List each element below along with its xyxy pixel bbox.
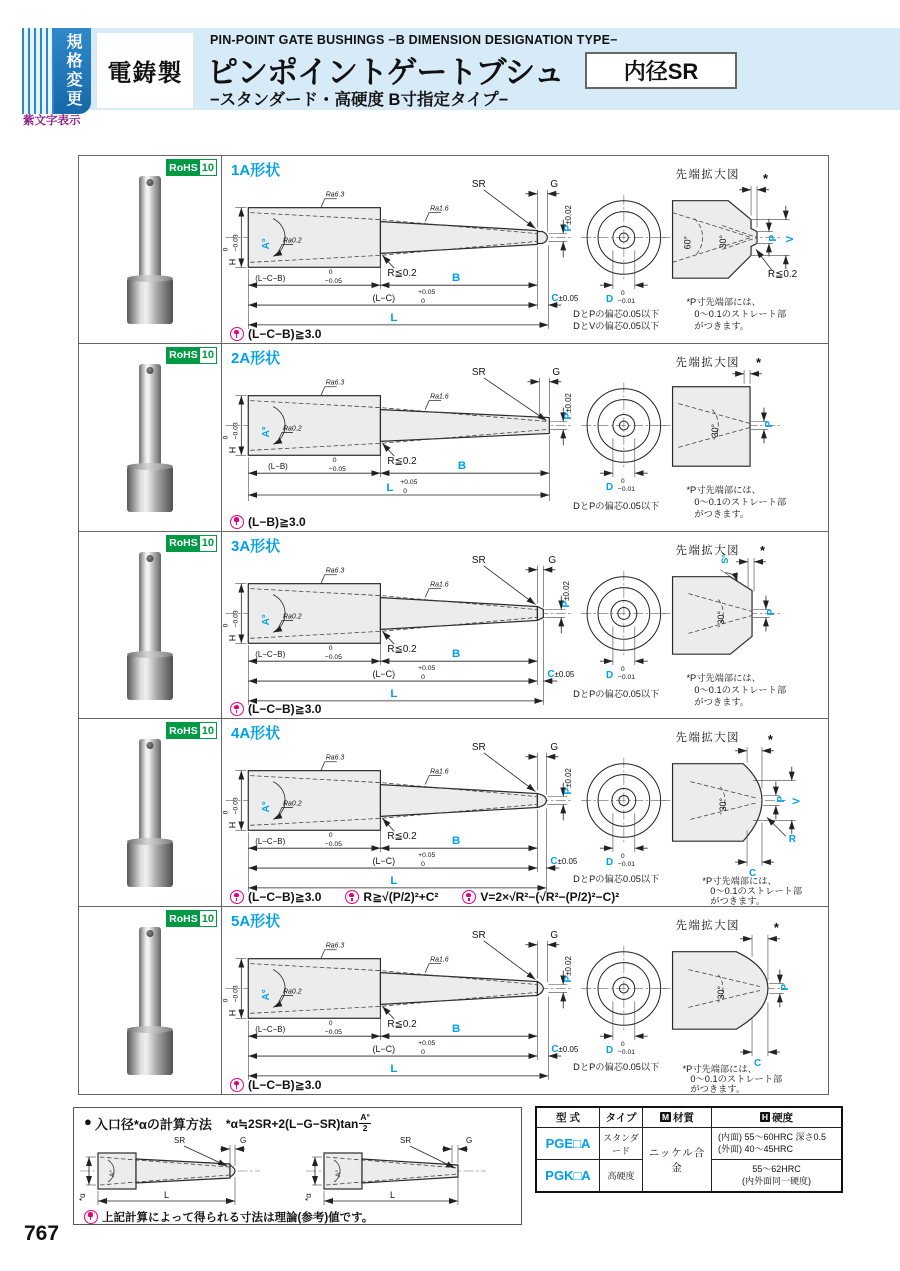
model-pge: PGE□A — [536, 1128, 600, 1160]
svg-text:0: 0 — [222, 435, 230, 440]
shape-name-1a: 1A形状 — [231, 162, 281, 179]
svg-text:−0.01: −0.01 — [617, 673, 635, 681]
subtitle: −スタンダード・高硬度 B寸指定タイプ− — [210, 91, 509, 109]
svg-text:(L−C−B): (L−C−B) — [255, 837, 286, 847]
type-standard: スタンダード — [600, 1128, 643, 1160]
svg-text:P: P — [775, 796, 787, 803]
svg-text:G: G — [240, 1135, 247, 1145]
svg-text:Ra6.3: Ra6.3 — [325, 567, 345, 575]
shape-name-4a: 4A形状 — [231, 725, 281, 743]
shape-name-3a: 3A形状 — [231, 537, 281, 555]
svg-text:B: B — [451, 1023, 461, 1036]
svg-text:R≦0.2: R≦0.2 — [387, 1019, 417, 1031]
svg-text:*P寸先端部には、: *P寸先端部には、 — [702, 876, 777, 887]
svg-text:G: G — [466, 1135, 473, 1145]
shape-row-5a — [79, 907, 828, 1094]
svg-text:V: V — [784, 235, 796, 243]
svg-text:−0.03: −0.03 — [232, 422, 240, 440]
svg-text:G: G — [550, 929, 559, 941]
row-notes-2a — [230, 515, 330, 529]
row-notes-5a — [230, 1078, 345, 1092]
material-box — [97, 33, 193, 108]
shape-name-2a: 2A形状 — [231, 349, 281, 367]
technical-drawing-3a — [222, 532, 828, 719]
svg-text:C±0.05: C±0.05 — [551, 293, 579, 305]
svg-text:A°: A° — [261, 801, 273, 813]
svg-text:0: 0 — [328, 832, 333, 840]
tip-detail-4a — [661, 730, 803, 906]
svg-text:−0.03: −0.03 — [232, 609, 240, 627]
svg-text:Ra0.2: Ra0.2 — [283, 613, 302, 621]
header-hardness: H 硬度 — [712, 1107, 843, 1128]
caution-icon — [230, 702, 244, 716]
svg-text:L: L — [390, 311, 398, 324]
svg-text:+0.05: +0.05 — [418, 1040, 436, 1048]
technical-drawing-1a — [222, 156, 828, 343]
spec-header-row — [536, 1107, 842, 1128]
formula-title: 入口径*αの計算方法 — [94, 1117, 212, 1132]
photo-cell-1a — [79, 156, 222, 343]
svg-text:先端拡大図: 先端拡大図 — [675, 732, 741, 745]
alpha-diagram-1 — [78, 1136, 260, 1205]
svg-text:P: P — [763, 420, 775, 428]
svg-text:*α: *α — [304, 1192, 313, 1201]
product-photo — [120, 356, 180, 520]
svg-text:+0.05: +0.05 — [400, 478, 418, 486]
svg-text:P: P — [765, 608, 777, 616]
svg-text:Ra6.3: Ra6.3 — [325, 379, 345, 387]
svg-text:(L−B): (L−B) — [268, 461, 288, 471]
photo-cell-5a — [79, 907, 222, 1094]
fraction: $\frac{A^\circ}{2}$ — [360, 1112, 370, 1133]
svg-text:P±0.02: P±0.02 — [563, 956, 575, 983]
svg-text:D: D — [605, 1045, 614, 1057]
svg-text:SR: SR — [471, 178, 486, 190]
svg-text:SR: SR — [471, 554, 486, 566]
svg-text:Ra6.3: Ra6.3 — [325, 755, 345, 763]
row-notes-3a — [230, 702, 345, 716]
svg-text:(L−C): (L−C) — [372, 293, 396, 304]
tip-detail-5a — [661, 918, 791, 1094]
svg-text:0〜0.1のストレート部: 0〜0.1のストレート部 — [710, 886, 803, 897]
svg-text:+0.05: +0.05 — [418, 664, 436, 672]
svg-text:L: L — [390, 1189, 396, 1200]
svg-text:D: D — [605, 481, 614, 493]
main-view-2a — [222, 367, 574, 501]
note-text: (L−C−B)≧3.0 — [248, 326, 322, 341]
svg-text:C±0.05: C±0.05 — [550, 856, 578, 868]
svg-text:0: 0 — [620, 1041, 625, 1049]
drawing-cell-1a — [222, 156, 828, 343]
svg-text:*: * — [767, 732, 773, 748]
svg-text:Ra1.6: Ra1.6 — [430, 205, 449, 213]
svg-text:V: V — [791, 798, 803, 805]
svg-text:0: 0 — [403, 487, 408, 495]
shape-row-2a — [79, 344, 828, 532]
caution-icon — [84, 1210, 98, 1224]
svg-text:0: 0 — [421, 1049, 425, 1057]
svg-text:H: H — [227, 446, 238, 454]
svg-text:先端拡大図: 先端拡大図 — [675, 544, 741, 557]
caution-icon — [230, 515, 244, 529]
svg-text:L: L — [390, 1063, 398, 1076]
svg-text:L: L — [390, 875, 398, 888]
product-photo — [120, 731, 180, 895]
svg-text:L: L — [386, 481, 394, 494]
svg-text:R≦0.2: R≦0.2 — [387, 268, 417, 280]
photo-cell-4a — [79, 719, 222, 906]
svg-text:−0.03: −0.03 — [232, 985, 240, 1003]
page-number: 767 — [24, 1222, 60, 1245]
svg-text:C±0.05: C±0.05 — [547, 668, 575, 680]
svg-text:DとPの偏芯0.05以下: DとPの偏芯0.05以下 — [573, 874, 660, 885]
svg-text:0: 0 — [421, 861, 425, 869]
header-stripes — [22, 28, 54, 114]
svg-text:Ra1.6: Ra1.6 — [430, 956, 449, 964]
row-notes-1a — [230, 327, 345, 341]
svg-text:H: H — [227, 822, 238, 829]
svg-text:*: * — [773, 920, 779, 936]
rohs-badge: RoHS 10 — [166, 910, 217, 927]
material-value: ニッケル合金 — [643, 1128, 712, 1193]
model-pgk: PGK□A — [536, 1160, 600, 1193]
svg-text:C: C — [754, 1058, 762, 1070]
note-text: (L−C−B)≧3.0 — [248, 1077, 322, 1092]
main-view-4a — [222, 742, 577, 892]
svg-text:R: R — [788, 834, 796, 846]
alpha-formula-box — [73, 1107, 522, 1225]
svg-text:R≦0.2: R≦0.2 — [387, 456, 417, 468]
formula-diagrams — [74, 1133, 521, 1213]
svg-text:*: * — [759, 542, 766, 558]
svg-text:Ra0.2: Ra0.2 — [283, 988, 302, 996]
svg-text:DとVの偏芯0.05以下: DとVの偏芯0.05以下 — [573, 320, 660, 331]
svg-text:Ra6.3: Ra6.3 — [325, 942, 345, 950]
svg-text:先端拡大図: 先端拡大図 — [675, 920, 741, 933]
svg-text:C±0.05: C±0.05 — [551, 1044, 579, 1056]
svg-text:0: 0 — [328, 1020, 333, 1028]
svg-text:0: 0 — [620, 477, 625, 485]
svg-text:SR: SR — [174, 1135, 186, 1145]
spec-table — [535, 1106, 843, 1193]
svg-text:−0.05: −0.05 — [324, 278, 342, 286]
svg-text:SR: SR — [400, 1135, 412, 1145]
svg-text:*P寸先端部には、: *P寸先端部には、 — [686, 672, 761, 683]
svg-text:0: 0 — [620, 290, 625, 298]
svg-text:*P寸先端部には、: *P寸先端部には、 — [686, 297, 761, 308]
material-label: 電鋳製 — [107, 60, 183, 87]
svg-text:Ra0.2: Ra0.2 — [283, 237, 302, 245]
svg-text:SR: SR — [471, 742, 486, 754]
svg-text:−0.05: −0.05 — [324, 1029, 342, 1037]
spec-row-pge — [536, 1128, 842, 1160]
svg-text:30°: 30° — [716, 610, 727, 624]
formula-title-row — [74, 1108, 521, 1135]
svg-text:P: P — [779, 984, 791, 991]
formula-note: 上記計算によって得られる寸法は理論(参考)値です。 — [74, 1209, 521, 1225]
alpha-diagram-flat-type — [300, 1133, 520, 1213]
svg-text:P±0.02: P±0.02 — [563, 392, 575, 420]
photo-cell-3a — [79, 532, 222, 719]
svg-text:D: D — [605, 669, 614, 681]
svg-text:L: L — [390, 687, 398, 700]
rohs-badge: RoHS 10 — [166, 535, 217, 552]
end-view-2a — [573, 383, 666, 511]
technical-drawing-4a — [222, 719, 828, 906]
svg-text:B: B — [451, 647, 461, 660]
note-text: (L−C−B)≧3.0 — [248, 890, 322, 905]
header-material: M 材質 — [643, 1107, 712, 1128]
svg-text:*: * — [762, 170, 768, 186]
main-view-5a — [222, 930, 578, 1080]
svg-text:L: L — [164, 1189, 170, 1200]
caution-icon — [345, 890, 359, 904]
svg-text:0〜0.1のストレート部: 0〜0.1のストレート部 — [690, 1074, 783, 1085]
technical-drawing-2a — [222, 344, 828, 531]
tip-detail-3a — [661, 542, 787, 706]
svg-text:B: B — [457, 459, 467, 472]
header-type: タイプ — [600, 1107, 643, 1128]
svg-text:*: * — [756, 354, 762, 370]
end-view-4a — [573, 758, 666, 884]
note-text: (L−B)≧3.0 — [248, 514, 306, 529]
caution-icon — [230, 1078, 244, 1092]
end-view-1a — [573, 195, 666, 331]
svg-text:0: 0 — [620, 665, 625, 673]
svg-text:0: 0 — [332, 457, 337, 465]
photo-cell-2a — [79, 344, 222, 531]
rohs-badge: RoHS 10 — [166, 159, 217, 176]
alpha-formula: *α≒2SR+2(L−G−SR)tan $\frac{A^\circ}{2}$ — [225, 1112, 370, 1133]
product-photo — [120, 544, 180, 708]
svg-text:A°: A° — [109, 1169, 116, 1177]
svg-text:+0.05: +0.05 — [418, 852, 436, 860]
svg-text:0: 0 — [421, 298, 425, 306]
tip-detail-2a — [661, 355, 787, 519]
svg-text:D: D — [605, 294, 614, 306]
product-photo — [120, 168, 180, 332]
svg-text:−0.05: −0.05 — [324, 653, 342, 661]
svg-text:(L−C): (L−C) — [372, 1044, 396, 1055]
svg-text:P±0.02: P±0.02 — [561, 580, 573, 608]
svg-text:DとPの偏芯0.05以下: DとPの偏芯0.05以下 — [573, 1062, 660, 1073]
type-high-hardness: 高硬度 — [600, 1160, 643, 1193]
svg-text:P±0.02: P±0.02 — [563, 205, 575, 232]
page-title: ピンポイントゲートブシュ — [207, 55, 564, 90]
svg-text:*α: *α — [78, 1192, 87, 1201]
svg-text:0: 0 — [620, 853, 625, 861]
svg-text:R≦0.2: R≦0.2 — [387, 643, 417, 655]
rohs-badge: RoHS 10 — [166, 722, 217, 739]
rohs-badge: RoHS 10 — [166, 347, 217, 364]
row-notes-4a — [230, 890, 643, 904]
bore-spec-box: 内径SR — [585, 52, 737, 89]
svg-text:H: H — [227, 1010, 238, 1017]
svg-text:30°: 30° — [710, 423, 721, 438]
svg-text:G: G — [550, 178, 559, 190]
svg-text:(L−C): (L−C) — [372, 668, 396, 679]
svg-text:がつきます。: がつきます。 — [690, 1083, 746, 1094]
svg-text:*P寸先端部には、: *P寸先端部には、 — [686, 484, 761, 495]
svg-text:(L−C−B): (L−C−B) — [255, 274, 286, 284]
svg-text:先端拡大図: 先端拡大図 — [675, 168, 741, 181]
svg-text:(L−C): (L−C) — [372, 856, 396, 867]
svg-text:0: 0 — [421, 673, 425, 681]
svg-text:0: 0 — [328, 644, 333, 652]
svg-text:−0.05: −0.05 — [324, 841, 342, 849]
svg-text:G: G — [550, 742, 559, 754]
svg-text:30°: 30° — [718, 234, 729, 249]
end-view-5a — [573, 946, 666, 1072]
shape-row-3a — [79, 532, 828, 720]
shape-row-4a — [79, 719, 828, 907]
hardness-pge: (内面) 55〜60HRC 深さ0.5 (外面) 40〜45HRC — [712, 1128, 843, 1160]
svg-text:がつきます。: がつきます。 — [694, 320, 750, 331]
svg-text:Ra6.3: Ra6.3 — [325, 191, 345, 199]
svg-text:Ra0.2: Ra0.2 — [283, 800, 302, 808]
svg-text:B: B — [451, 272, 461, 285]
svg-text:0: 0 — [222, 247, 230, 252]
hardness-badge: H — [761, 1112, 769, 1122]
title-english: PIN-POINT GATE BUSHINGS −B DIMENSION DESIGNATION TYPE− — [210, 33, 618, 47]
svg-text:SR: SR — [471, 366, 486, 378]
svg-text:*P寸先端部には、: *P寸先端部には、 — [682, 1064, 757, 1075]
caution-icon — [230, 890, 244, 904]
svg-text:P: P — [767, 234, 779, 242]
svg-text:−0.03: −0.03 — [232, 797, 240, 815]
drawing-cell-5a — [222, 907, 828, 1094]
note-text: (L−C−B)≧3.0 — [248, 702, 322, 717]
header-model: 型 式 — [536, 1107, 600, 1128]
svg-text:Ra1.6: Ra1.6 — [430, 769, 449, 777]
svg-text:0: 0 — [222, 811, 230, 815]
hardness-pgk: 55〜62HRC (内外面同一硬度) — [712, 1160, 843, 1193]
svg-text:0: 0 — [328, 269, 333, 277]
svg-text:DとPの偏芯0.05以下: DとPの偏芯0.05以下 — [573, 688, 660, 699]
svg-text:0〜0.1のストレート部: 0〜0.1のストレート部 — [694, 684, 787, 695]
svg-text:Ra0.2: Ra0.2 — [283, 425, 302, 433]
caution-icon — [462, 890, 476, 904]
svg-text:SR: SR — [471, 929, 486, 941]
svg-text:P±0.02: P±0.02 — [563, 768, 575, 795]
svg-text:−0.05: −0.05 — [328, 465, 346, 473]
svg-text:0: 0 — [222, 998, 230, 1003]
bullet-icon: ● — [84, 1114, 92, 1129]
svg-text:R≦0.2: R≦0.2 — [387, 831, 417, 843]
shape-row-1a — [79, 156, 828, 344]
svg-text:0: 0 — [222, 623, 230, 627]
svg-text:DとPの偏芯0.05以下: DとPの偏芯0.05以下 — [573, 500, 660, 511]
drawing-cell-4a — [222, 719, 828, 906]
svg-text:−0.01: −0.01 — [617, 1049, 635, 1057]
svg-text:G: G — [552, 366, 561, 378]
svg-text:B: B — [451, 835, 461, 848]
note-formula-r: R≧√(P/2)²+C² — [363, 890, 439, 905]
svg-text:がつきます。: がつきます。 — [694, 508, 750, 519]
svg-text:−0.01: −0.01 — [617, 861, 635, 869]
tip-detail-1a — [661, 167, 798, 331]
drawing-cell-2a — [222, 344, 828, 531]
svg-text:A°: A° — [261, 238, 273, 250]
alpha-diagram-tip-type — [74, 1133, 294, 1213]
svg-text:+0.05: +0.05 — [418, 289, 436, 297]
svg-text:−0.03: −0.03 — [232, 234, 240, 252]
svg-text:30°: 30° — [718, 798, 729, 812]
svg-text:DとPの偏芯0.05以下: DとPの偏芯0.05以下 — [573, 308, 660, 319]
svg-text:Ra1.6: Ra1.6 — [430, 581, 449, 589]
purple-text-note: 紫文字表示 — [23, 115, 81, 127]
svg-text:A°: A° — [261, 989, 273, 1001]
main-view-3a — [222, 554, 575, 704]
technical-drawing-5a — [222, 907, 828, 1094]
svg-text:がつきます。: がつきます。 — [710, 896, 765, 907]
alpha-diagram-2 — [304, 1136, 486, 1205]
svg-text:(L−C−B): (L−C−B) — [255, 1025, 286, 1035]
spec-change-tab — [54, 28, 91, 114]
note-formula-v: V=2×√R²−(√R²−(P/2)²−C)² — [480, 890, 620, 905]
svg-text:−0.01: −0.01 — [617, 485, 635, 493]
svg-text:A°: A° — [261, 613, 273, 625]
svg-text:先端拡大図: 先端拡大図 — [675, 356, 741, 369]
svg-text:A°: A° — [335, 1169, 342, 1177]
svg-text:Ra1.6: Ra1.6 — [430, 393, 449, 401]
svg-text:(L−C−B): (L−C−B) — [255, 649, 286, 659]
svg-text:60°: 60° — [682, 235, 693, 250]
main-view-1a — [222, 179, 578, 329]
svg-text:R≦0.2: R≦0.2 — [767, 269, 798, 281]
caution-icon — [230, 327, 244, 341]
drawing-cell-3a — [222, 532, 828, 719]
svg-text:0〜0.1のストレート部: 0〜0.1のストレート部 — [694, 308, 787, 319]
svg-text:H: H — [227, 258, 238, 266]
shape-name-5a: 5A形状 — [231, 913, 281, 931]
svg-text:−0.01: −0.01 — [617, 298, 635, 306]
spec-change-label: 規格変更 — [64, 33, 81, 109]
svg-text:G: G — [548, 554, 557, 566]
svg-text:S°: S° — [720, 553, 731, 564]
svg-text:D: D — [605, 857, 614, 869]
svg-text:30°: 30° — [716, 986, 727, 1000]
end-view-3a — [573, 570, 666, 698]
svg-text:C: C — [749, 868, 757, 880]
svg-text:H: H — [227, 634, 238, 641]
material-badge: M — [661, 1112, 670, 1122]
shape-table — [78, 155, 829, 1095]
svg-text:A°: A° — [261, 426, 273, 438]
svg-text:0〜0.1のストレート部: 0〜0.1のストレート部 — [694, 496, 787, 507]
svg-text:がつきます。: がつきます。 — [694, 696, 750, 707]
product-photo — [120, 919, 180, 1083]
